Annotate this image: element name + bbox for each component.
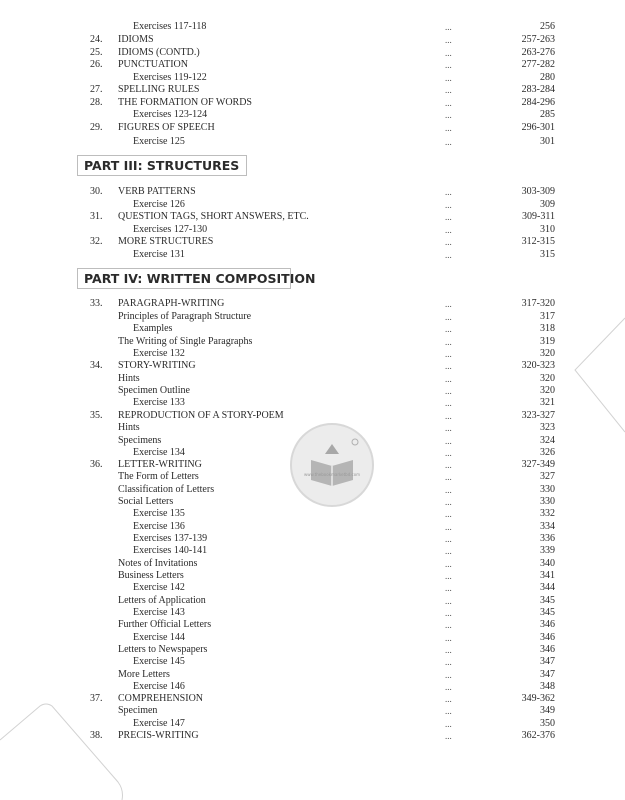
toc-entry-pages: 327 [540, 471, 555, 482]
toc-entry-pages: 277-282 [521, 59, 555, 70]
toc-entry-title: Exercise 136 [133, 521, 185, 532]
toc-entry [0, 459, 625, 471]
toc-entry [0, 730, 625, 742]
toc-entry-title: More Letters [118, 669, 170, 680]
toc-entry [0, 72, 625, 84]
toc-entry [0, 533, 625, 545]
toc-entry-leader: ... [445, 670, 452, 680]
toc-entry [0, 109, 625, 121]
toc-entry [0, 422, 625, 434]
toc-entry [0, 21, 625, 33]
toc-entry-pages: 332 [540, 508, 555, 519]
toc-entry-number: 35. [90, 410, 103, 421]
toc-entry-pages: 350 [540, 718, 555, 729]
toc-entry-number: 31. [90, 211, 103, 222]
toc-entry-leader: ... [445, 719, 452, 729]
toc-entry [0, 619, 625, 631]
toc-entry-leader: ... [445, 509, 452, 519]
toc-entry-leader: ... [445, 596, 452, 606]
toc-entry-leader: ... [445, 472, 452, 482]
toc-entry-title: PUNCTUATION [118, 59, 188, 70]
part-iv-heading: PART IV: WRITTEN COMPOSITION [84, 271, 316, 286]
toc-entry-title: Exercise 143 [133, 607, 185, 618]
toc-entry-title: Specimen [118, 705, 158, 716]
toc-entry-leader: ... [445, 583, 452, 593]
toc-entry-leader: ... [445, 633, 452, 643]
toc-entry [0, 644, 625, 656]
toc-entry-title: FIGURES OF SPEECH [118, 122, 215, 133]
toc-entry-title: Exercise 145 [133, 656, 185, 667]
toc-entry [0, 435, 625, 447]
toc-entry-title: THE FORMATION OF WORDS [118, 97, 252, 108]
toc-entry-pages: 326 [540, 447, 555, 458]
toc-entry [0, 570, 625, 582]
toc-entry-title: Exercise 132 [133, 348, 185, 359]
toc-entry [0, 47, 625, 59]
toc-entry-pages: 303-309 [521, 186, 555, 197]
toc-entry-title: The Form of Letters [118, 471, 199, 482]
toc-entry-pages: 349-362 [521, 693, 555, 704]
toc-entry-pages: 320 [540, 373, 555, 384]
toc-entry-title: PRECIS-WRITING [118, 730, 199, 741]
toc-entry-leader: ... [445, 485, 452, 495]
toc-entry-pages: 319 [540, 336, 555, 347]
toc-entry [0, 669, 625, 681]
toc-entry-title: Exercises 119-122 [133, 72, 207, 83]
toc-entry-title: Exercises 123-124 [133, 109, 208, 120]
toc-entry [0, 348, 625, 360]
toc-entry-number: 29. [90, 122, 103, 133]
toc-entry-leader: ... [445, 187, 452, 197]
toc-entry-pages: 312-315 [521, 236, 555, 247]
toc-entry-leader: ... [445, 620, 452, 630]
toc-entry-pages: 283-284 [521, 84, 555, 95]
toc-entry-leader: ... [445, 374, 452, 384]
toc-entry-pages: 320-323 [521, 360, 555, 371]
toc-entry-pages: 315 [540, 249, 555, 260]
toc-entry-title: PARAGRAPH-WRITING [118, 298, 225, 309]
toc-entry-leader: ... [445, 436, 452, 446]
toc-entry-pages: 346 [540, 619, 555, 630]
toc-entry [0, 59, 625, 71]
toc-entry-leader: ... [445, 448, 452, 458]
toc-entry-title: REPRODUCTION OF A STORY-POEM [118, 410, 284, 421]
toc-entry-title: Principles of Paragraph Structure [118, 311, 252, 322]
toc-entry-pages: 296-301 [521, 122, 555, 133]
toc-entry-leader: ... [445, 110, 452, 120]
toc-entry-number: 34. [90, 360, 103, 371]
toc-entry-title: Exercise 147 [133, 718, 185, 729]
toc-entry-title: Letters to Newspapers [118, 644, 208, 655]
toc-entry [0, 558, 625, 570]
toc-entry-title: MORE STRUCTURES [118, 236, 214, 247]
toc-entry [0, 656, 625, 668]
toc-entry-title: IDIOMS [118, 34, 154, 45]
toc-entry-pages: 349 [540, 705, 555, 716]
toc-entry-title: Exercise 133 [133, 397, 185, 408]
toc-entry [0, 447, 625, 459]
toc-entry-pages: 344 [540, 582, 555, 593]
toc-entry-pages: 309 [540, 199, 555, 210]
toc-entry-pages: 317-320 [521, 298, 555, 309]
toc-entry-leader: ... [445, 411, 452, 421]
toc-entry-number: 32. [90, 236, 103, 247]
toc-entry-leader: ... [445, 48, 452, 58]
toc-entry-pages: 256 [540, 21, 555, 32]
toc-entry [0, 336, 625, 348]
toc-entry-leader: ... [445, 337, 452, 347]
part-iii-heading: PART III: STRUCTURES [84, 158, 240, 173]
toc-entry-pages: 347 [540, 656, 555, 667]
toc-entry-pages: 341 [540, 570, 555, 581]
toc-entry-leader: ... [445, 324, 452, 334]
toc-entry [0, 84, 625, 96]
toc-entry-title: VERB PATTERNS [118, 186, 196, 197]
toc-entry-leader: ... [445, 349, 452, 359]
toc-entry-pages: 334 [540, 521, 555, 532]
toc-entry [0, 311, 625, 323]
toc-entry-pages: 339 [540, 545, 555, 556]
toc-entry [0, 199, 625, 211]
toc-entry-leader: ... [445, 706, 452, 716]
toc-entry-pages: 317 [540, 311, 555, 322]
toc-entry-leader: ... [445, 571, 452, 581]
toc-entry [0, 97, 625, 109]
toc-entry-pages: 362-376 [521, 730, 555, 741]
toc-entry-title: Exercises 117-118 [133, 21, 207, 32]
toc-entry-leader: ... [445, 137, 452, 147]
toc-entry-number: 24. [90, 34, 103, 45]
toc-entry-title: COMPREHENSION [118, 693, 204, 704]
toc-entry-leader: ... [445, 546, 452, 556]
toc-entry-pages: 330 [540, 496, 555, 507]
toc-entry-pages: 318 [540, 323, 555, 334]
toc-entry-title: SPELLING RULES [118, 84, 200, 95]
toc-entry-leader: ... [445, 73, 452, 83]
toc-entry-title: Business Letters [118, 570, 184, 581]
toc-entry-title: Exercise 146 [133, 681, 185, 692]
toc-entry-pages: 301 [540, 136, 555, 147]
toc-entry-title: Social Letters [118, 496, 174, 507]
toc-entry-leader: ... [445, 237, 452, 247]
toc-entry-number: 25. [90, 47, 103, 58]
toc-entry [0, 705, 625, 717]
toc-entry [0, 224, 625, 236]
toc-entry [0, 385, 625, 397]
toc-entry-pages: 320 [540, 385, 555, 396]
toc-entry-pages: 336 [540, 533, 555, 544]
toc-entry-pages: 280 [540, 72, 555, 83]
toc-entry-title: QUESTION TAGS, SHORT ANSWERS, ETC. [118, 211, 309, 222]
toc-entry [0, 681, 625, 693]
toc-entry-pages: 323-327 [521, 410, 555, 421]
toc-entry [0, 298, 625, 310]
toc-entry-pages: 346 [540, 644, 555, 655]
toc-entry-leader: ... [445, 250, 452, 260]
toc-entry-title: Exercise 131 [133, 249, 185, 260]
toc-entry [0, 397, 625, 409]
toc-entry-title: Examples [133, 323, 173, 334]
toc-entry-number: 37. [90, 693, 103, 704]
toc-entry-title: Exercise 135 [133, 508, 185, 519]
toc-entry-pages: 345 [540, 607, 555, 618]
toc-entry-title: Exercises 127-130 [133, 224, 208, 235]
toc-entry-leader: ... [445, 608, 452, 618]
watermark-text: www.thebookmarketbd.com [303, 472, 361, 477]
toc-entry-title: Exercise 142 [133, 582, 185, 593]
toc-entry-title: Exercises 140-141 [133, 545, 208, 556]
toc-entry-title: Exercise 126 [133, 199, 185, 210]
toc-entry [0, 582, 625, 594]
toc-entry [0, 693, 625, 705]
toc-entry [0, 34, 625, 46]
toc-entry-title: Specimens [118, 435, 162, 446]
toc-entry-leader: ... [445, 312, 452, 322]
toc-entry [0, 211, 625, 223]
toc-entry-pages: 320 [540, 348, 555, 359]
toc-entry-title: LETTER-WRITING [118, 459, 202, 470]
toc-entry-pages: 345 [540, 595, 555, 606]
toc-entry [0, 496, 625, 508]
toc-entry-pages: 285 [540, 109, 555, 120]
toc-entry [0, 508, 625, 520]
toc-entry-leader: ... [445, 682, 452, 692]
toc-entry-leader: ... [445, 225, 452, 235]
toc-entry-leader: ... [445, 645, 452, 655]
toc-entry [0, 484, 625, 496]
part-iii-header [77, 155, 247, 176]
toc-entry-leader: ... [445, 85, 452, 95]
toc-entry-pages: 284-296 [521, 97, 555, 108]
toc-entry-pages: 346 [540, 632, 555, 643]
toc-entry-leader: ... [445, 386, 452, 396]
toc-entry-title: Hints [118, 422, 140, 433]
toc-entry [0, 373, 625, 385]
toc-entry-number: 38. [90, 730, 103, 741]
toc-entry [0, 186, 625, 198]
toc-entry [0, 595, 625, 607]
toc-entry-pages: 310 [540, 224, 555, 235]
toc-entry-number: 30. [90, 186, 103, 197]
toc-entry-leader: ... [445, 694, 452, 704]
toc-entry-title: Classification of Letters [118, 484, 215, 495]
toc-entry [0, 521, 625, 533]
toc-entry [0, 632, 625, 644]
toc-entry-title: Exercises 137-139 [133, 533, 208, 544]
toc-entry-leader: ... [445, 60, 452, 70]
toc-entry-pages: 324 [540, 435, 555, 446]
toc-entry-leader: ... [445, 398, 452, 408]
toc-entry-leader: ... [445, 731, 452, 741]
toc-entry-pages: 347 [540, 669, 555, 680]
toc-entry-pages: 340 [540, 558, 555, 569]
toc-entry-pages: 263-276 [521, 47, 555, 58]
toc-entry [0, 718, 625, 730]
toc-entry-pages: 309-311 [522, 211, 555, 222]
toc-entry-title: Exercise 144 [133, 632, 185, 643]
toc-entry-leader: ... [445, 657, 452, 667]
toc-entry-leader: ... [445, 200, 452, 210]
toc-entry [0, 236, 625, 248]
toc-entry-leader: ... [445, 98, 452, 108]
toc-entry-pages: 330 [540, 484, 555, 495]
toc-entry-pages: 257-263 [521, 34, 555, 45]
toc-entry-title: The Writing of Single Paragraphs [118, 336, 253, 347]
toc-entry-title: IDIOMS (CONTD.) [118, 47, 200, 58]
toc-entry-title: Exercise 125 [133, 136, 185, 147]
toc-entry-leader: ... [445, 35, 452, 45]
toc-entry-title: Notes of Invitations [118, 558, 198, 569]
toc-entry-number: 33. [90, 298, 103, 309]
toc-entry-number: 27. [90, 84, 103, 95]
toc-entry-leader: ... [445, 299, 452, 309]
part-iv-header [77, 268, 316, 289]
toc-entry [0, 360, 625, 372]
toc-entry [0, 323, 625, 335]
toc-entry [0, 607, 625, 619]
toc-entry [0, 410, 625, 422]
toc-entry-title: STORY-WRITING [118, 360, 196, 371]
toc-entry-leader: ... [445, 559, 452, 569]
toc-entry-leader: ... [445, 361, 452, 371]
toc-entry [0, 122, 625, 134]
toc-entry-leader: ... [445, 123, 452, 133]
toc-entry-leader: ... [445, 212, 452, 222]
toc-entry-number: 28. [90, 97, 103, 108]
toc-entry-pages: 327-349 [521, 459, 555, 470]
toc-entry-title: Hints [118, 373, 140, 384]
toc-entry-pages: 323 [540, 422, 555, 433]
toc-entry-title: Further Official Letters [118, 619, 212, 630]
toc-entry-number: 26. [90, 59, 103, 70]
toc-entry-leader: ... [445, 460, 452, 470]
toc-entry-pages: 321 [540, 397, 555, 408]
toc-entry-leader: ... [445, 22, 452, 32]
toc-entry-title: Letters of Application [118, 595, 206, 606]
toc-entry-leader: ... [445, 534, 452, 544]
toc-entry-pages: 348 [540, 681, 555, 692]
toc-entry-leader: ... [445, 423, 452, 433]
toc-entry-leader: ... [445, 497, 452, 507]
toc-entry [0, 136, 625, 148]
toc-entry-title: Specimen Outline [118, 385, 190, 396]
toc-entry-number: 36. [90, 459, 103, 470]
toc-entry-title: Exercise 134 [133, 447, 185, 458]
toc-entry [0, 249, 625, 261]
toc-entry [0, 545, 625, 557]
toc-entry [0, 471, 625, 483]
toc-entry-leader: ... [445, 522, 452, 532]
